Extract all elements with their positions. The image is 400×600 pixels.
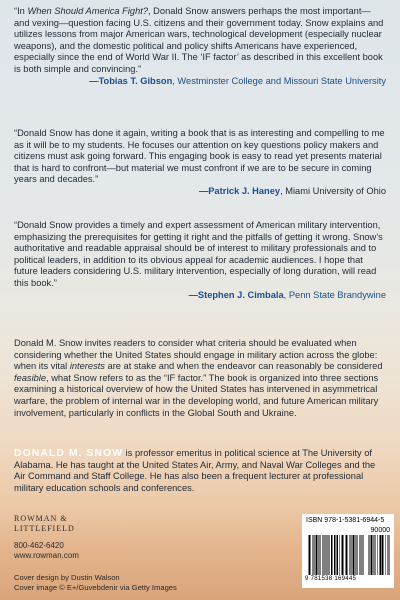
barcode-bar (384, 535, 385, 575)
barcode-bar (325, 535, 326, 575)
barcode-bar (342, 535, 343, 575)
quote-text: “In When Should America Fight?, Donald Snow answers perhaps the most important—and vexing—question facing U.S. citizens and their government today. Snow explains and utilizes lessons from major American wars, technological development (especially nuclear weapons), and the domestic political and policy shifts Americans have experienced, especially since the end of World War II. The ‘IF factor’ as described in this excellent book is both simple and convincing.” (14, 6, 384, 74)
barcode-bar (318, 535, 319, 575)
barcode-bar (351, 535, 352, 575)
barcode-bar (337, 535, 338, 575)
cover-design-credit: Cover design by Dustin Walson (14, 573, 120, 582)
barcode-bar (333, 535, 334, 575)
barcode-bar (348, 535, 349, 575)
barcode-bar (319, 535, 320, 575)
barcode-bar (360, 535, 361, 575)
barcode-bar (324, 535, 325, 575)
quote-affiliation: , Penn State Brandywine (283, 289, 386, 300)
publisher-contact (14, 541, 79, 561)
cover-credits (14, 573, 177, 592)
book-title-italic: When Should America Fight? (27, 6, 149, 16)
barcode-bar (353, 535, 355, 575)
barcode-bar (308, 535, 309, 575)
barcode-addon-bars (368, 535, 390, 575)
barcode-bar (327, 535, 328, 575)
barcode-bar (341, 535, 342, 575)
quote-text: “Donald Snow has done it again, writing a book that is as interesting and compelling to me as it will be to my students. He focuses our attention on key questions policy makers and citizens must ask going forward. This engaging book is easy to read yet presents material that is hard to confront—but material we must confront if we are to be secure in coming years and decades.” (14, 128, 385, 185)
barcode-bar (374, 535, 375, 575)
quote-text: “Donald Snow provides a timely and expert assessment of American military intervention, emphasizing the prerequisites for getting it right and the pitfalls of getting it wrong. Snow’s authoritative and readable appraisal should be of interest to military professionals and to political leaders, in addition to its obvious appeal for academic audiences. I hope that future leaders considering U.S. military intervention, especially of long duration, will read this book.” (14, 220, 383, 288)
isbn-label: ISBN 978-1-5381-6944-5 (306, 517, 385, 524)
barcode-bar (380, 535, 382, 575)
publisher-logo: ROWMAN & LITTLEFIELD (14, 514, 75, 533)
barcode-bar (389, 535, 390, 575)
author-bio: DONALD M. SNOW is professor emeritus in political science at The University of Alabama. He has taught at the United States Air, Army, and Naval War Colleges and the Air Command and Staff College. He has also been a frequent lecturer at professional military education schools and conferences. (14, 447, 376, 493)
barcode-bar (371, 535, 373, 575)
publisher-phone: 800-462-6420 (14, 541, 64, 550)
quote-cimbala (14, 220, 386, 301)
barcode-bar (334, 535, 336, 575)
quote-haney (14, 128, 386, 198)
barcode-digits: 9 781538 169445 (305, 576, 357, 582)
barcode-bar (379, 535, 380, 575)
book-description: Donald M. Snow invites readers to consider what criteria should be evaluated when considering whether the United States should engage in military action across the globe: when its vital interests are at stake and when the endeavor can reasonably be considered feasible, what Snow refers to as the “IF factor.” The book is organized into three sections examining a historical overview of how the United States has intervened in asymmetrical warfare, the problem of internal war in the developing world, and future American military involvement, particularly in conflicts in the Global South and Ukraine. (14, 338, 383, 418)
barcode-bar (339, 535, 340, 575)
publisher-website: www.rowman.com (14, 551, 79, 560)
barcode-bars (308, 535, 364, 575)
barcode-bar (355, 535, 356, 575)
barcode-bar (344, 535, 345, 575)
quote-attribution (14, 186, 386, 198)
barcode-bar (345, 535, 346, 575)
quote-gibson (14, 6, 386, 87)
barcode-bar (346, 535, 347, 575)
barcode-bar (362, 535, 363, 575)
barcode-bar (321, 535, 322, 575)
barcode-bar (376, 535, 377, 575)
barcode-bar (309, 535, 310, 575)
barcode-bar (390, 535, 391, 575)
barcode-bar (336, 535, 337, 575)
cover-image-credit: Cover image © E+/Guvebdenir via Getty Images (14, 582, 177, 592)
barcode-bar (370, 535, 371, 575)
quote-attribution (14, 76, 386, 88)
barcode-bar (358, 535, 359, 575)
barcode-bar (316, 535, 318, 575)
quote-affiliation: , Miami University of Ohio (280, 185, 386, 196)
barcode-bar (314, 535, 315, 575)
barcode-bar (331, 535, 332, 575)
quote-author: —Stephen J. Cimbala (188, 289, 284, 300)
quote-author: —Tobias T. Gibson (89, 75, 173, 86)
author-name: DONALD M. SNOW (14, 447, 124, 459)
barcode (302, 514, 394, 588)
barcode-bar (385, 535, 386, 575)
barcode-bar (373, 535, 374, 575)
price-code: 90000 (370, 527, 390, 534)
barcode-bar (378, 535, 379, 575)
barcode-bar (387, 535, 388, 575)
barcode-bar (364, 535, 365, 575)
barcode-bar (382, 535, 383, 575)
barcode-bar (323, 535, 324, 575)
quote-affiliation: , Westminster College and Missouri State University (172, 75, 386, 86)
quote-author: —Patrick J. Haney (198, 185, 281, 196)
barcode-bar (311, 535, 312, 575)
barcode-bar (329, 535, 330, 575)
barcode-bar (350, 535, 351, 575)
barcode-bar (361, 535, 362, 575)
barcode-bar (328, 535, 329, 575)
barcode-bar (368, 535, 369, 575)
quote-attribution (14, 290, 386, 302)
barcode-bar (313, 535, 314, 575)
barcode-bar (356, 535, 357, 575)
